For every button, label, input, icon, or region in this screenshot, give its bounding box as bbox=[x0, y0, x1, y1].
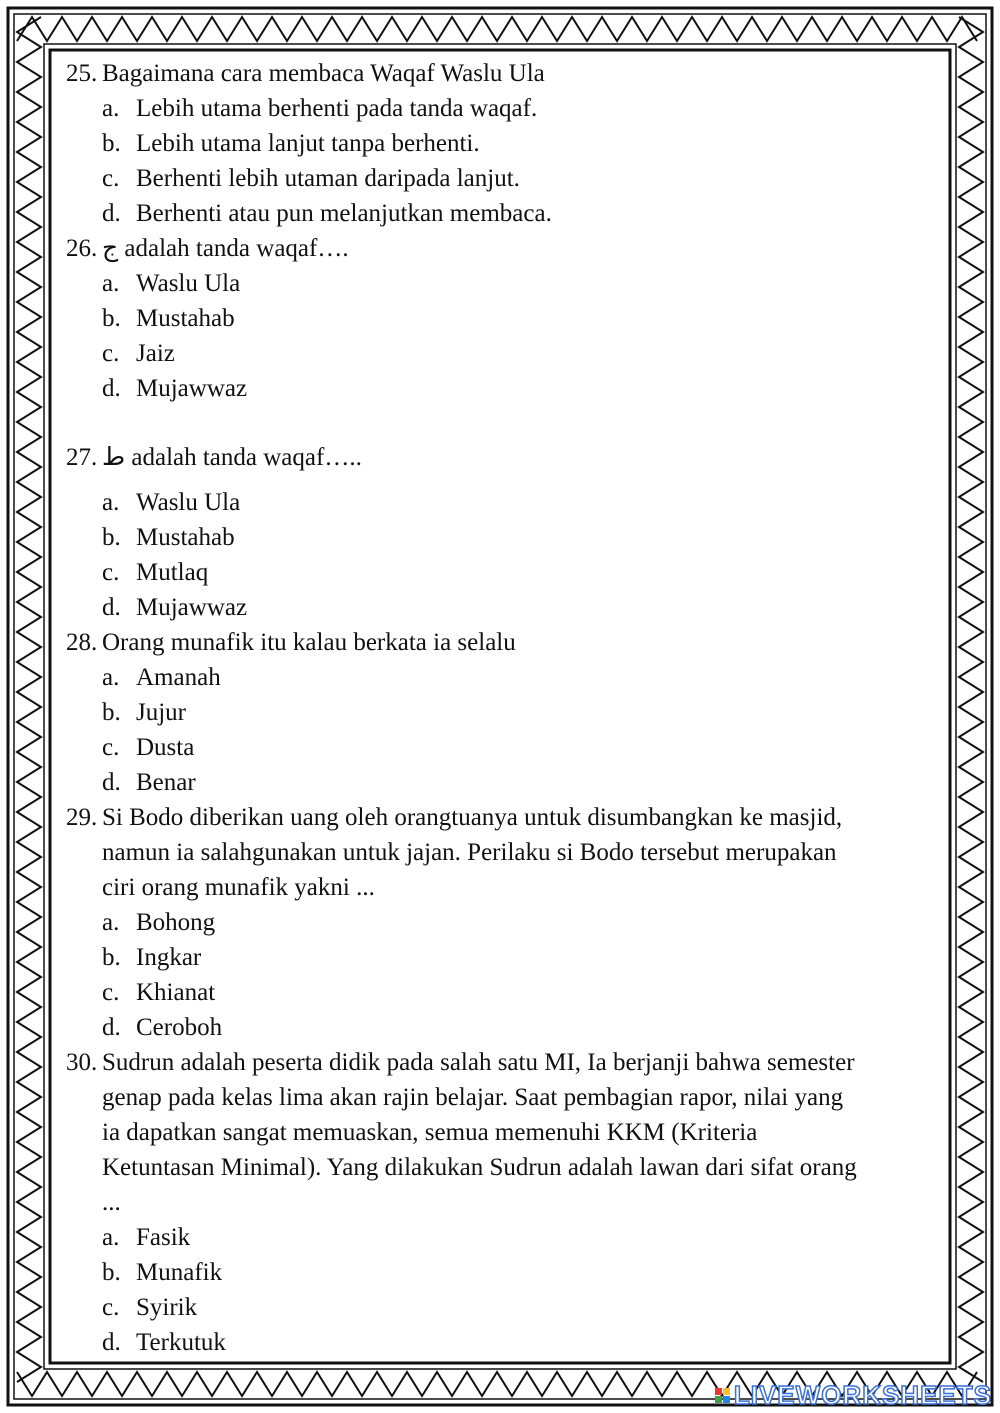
question-number: 27. bbox=[66, 444, 98, 471]
question-30 bbox=[66, 1045, 946, 1220]
option-text: Fasik bbox=[136, 1224, 191, 1251]
answer-option bbox=[66, 695, 946, 730]
option-text: Terkutuk bbox=[136, 1329, 226, 1356]
answer-option bbox=[66, 301, 946, 336]
option-text: Mujawwaz bbox=[136, 375, 248, 402]
option-letter: c. bbox=[102, 1294, 120, 1321]
question-number: 28. bbox=[66, 629, 98, 656]
question-text: ط adalah tanda waqaf….. bbox=[102, 444, 362, 471]
question-28 bbox=[66, 625, 946, 660]
worksheet-content bbox=[66, 56, 946, 1360]
question-27 bbox=[66, 440, 946, 475]
option-letter: d. bbox=[102, 769, 121, 796]
option-letter: a. bbox=[102, 95, 120, 122]
question-text: Si Bodo diberikan uang oleh orangtuanya untuk disumbangkan ke masjid, namun ia salahgunakan untuk jajan. Perilaku si Bodo tersebut merupakan ciri orang munafik yakni ... bbox=[102, 804, 843, 901]
answer-option bbox=[66, 520, 946, 555]
option-text: Khianat bbox=[136, 979, 216, 1006]
question-number: 26. bbox=[66, 235, 98, 262]
option-text: Ingkar bbox=[136, 944, 202, 971]
option-letter: b. bbox=[102, 1259, 121, 1286]
answer-option bbox=[66, 1010, 946, 1045]
option-letter: d. bbox=[102, 594, 121, 621]
option-letter: b. bbox=[102, 699, 121, 726]
answer-option bbox=[66, 161, 946, 196]
question-25 bbox=[66, 56, 946, 91]
option-text: Mustahab bbox=[136, 524, 235, 551]
question-text: Sudrun adalah peserta didik pada salah satu MI, Ia berjanji bahwa semester genap pada kelas lima akan rajin belajar. Saat pembagian rapor, nilai yang ia dapatkan sangat memuaskan, semua memenuhi KKM (Kriteria Ketuntasan Minimal). Yang dilakukan Sudrun adalah lawan dari sifat orang ... bbox=[102, 1049, 857, 1216]
answer-option bbox=[66, 1255, 946, 1290]
option-letter: b. bbox=[102, 944, 121, 971]
liveworksheets-logo-icon bbox=[715, 1388, 730, 1403]
option-text: Jaiz bbox=[136, 340, 175, 367]
option-text: Waslu Ula bbox=[136, 270, 241, 297]
option-text: Mujawwaz bbox=[136, 594, 248, 621]
liveworksheets-watermark bbox=[715, 1380, 992, 1410]
option-letter: d. bbox=[102, 1014, 121, 1041]
answer-option bbox=[66, 555, 946, 590]
question-number: 30. bbox=[66, 1049, 98, 1076]
option-text: Berhenti atau pun melanjutkan membaca. bbox=[136, 200, 552, 227]
option-text: Lebih utama berhenti pada tanda waqaf. bbox=[136, 95, 538, 122]
answer-option bbox=[66, 196, 946, 231]
answer-option bbox=[66, 371, 946, 406]
question-26 bbox=[66, 231, 946, 266]
option-letter: d. bbox=[102, 375, 121, 402]
option-letter: d. bbox=[102, 1329, 121, 1356]
option-letter: c. bbox=[102, 979, 120, 1006]
option-text: Ceroboh bbox=[136, 1014, 223, 1041]
option-text: Dusta bbox=[136, 734, 195, 761]
option-text: Mustahab bbox=[136, 305, 235, 332]
answer-option bbox=[66, 1290, 946, 1325]
option-letter: b. bbox=[102, 524, 121, 551]
question-text: Bagaimana cara membaca Waqaf Waslu Ula bbox=[102, 60, 545, 87]
spacer bbox=[66, 406, 946, 440]
option-text: Berhenti lebih utaman daripada lanjut. bbox=[136, 165, 520, 192]
answer-option bbox=[66, 485, 946, 520]
question-29 bbox=[66, 800, 946, 905]
option-letter: c. bbox=[102, 340, 120, 367]
option-text: Jujur bbox=[136, 699, 186, 726]
option-letter: a. bbox=[102, 1224, 120, 1251]
spacer bbox=[66, 475, 946, 485]
option-text: Waslu Ula bbox=[136, 489, 241, 516]
answer-option bbox=[66, 765, 946, 800]
option-letter: d. bbox=[102, 200, 121, 227]
answer-option bbox=[66, 126, 946, 161]
option-letter: c. bbox=[102, 165, 120, 192]
answer-option bbox=[66, 1325, 946, 1360]
question-text: ج adalah tanda waqaf…. bbox=[102, 235, 349, 262]
answer-option bbox=[66, 975, 946, 1010]
answer-option bbox=[66, 730, 946, 765]
question-text: Orang munafik itu kalau berkata ia selalu bbox=[102, 629, 516, 656]
answer-option bbox=[66, 940, 946, 975]
option-letter: a. bbox=[102, 270, 120, 297]
option-letter: a. bbox=[102, 489, 120, 516]
option-text: Munafik bbox=[136, 1259, 223, 1286]
answer-option bbox=[66, 660, 946, 695]
option-letter: a. bbox=[102, 664, 120, 691]
watermark-text: LIVEWORKSHEETS bbox=[733, 1379, 992, 1410]
option-text: Benar bbox=[136, 769, 196, 796]
answer-option bbox=[66, 590, 946, 625]
option-text: Mutlaq bbox=[136, 559, 209, 586]
answer-option bbox=[66, 336, 946, 371]
answer-option bbox=[66, 1220, 946, 1255]
option-letter: a. bbox=[102, 909, 120, 936]
question-number: 25. bbox=[66, 60, 98, 87]
question-number: 29. bbox=[66, 804, 98, 831]
answer-option bbox=[66, 266, 946, 301]
option-text: Amanah bbox=[136, 664, 221, 691]
option-letter: c. bbox=[102, 559, 120, 586]
answer-option bbox=[66, 905, 946, 940]
option-text: Lebih utama lanjut tanpa berhenti. bbox=[136, 130, 480, 157]
option-letter: b. bbox=[102, 130, 121, 157]
option-text: Bohong bbox=[136, 909, 216, 936]
option-letter: b. bbox=[102, 305, 121, 332]
answer-option bbox=[66, 91, 946, 126]
option-text: Syirik bbox=[136, 1294, 198, 1321]
option-letter: c. bbox=[102, 734, 120, 761]
